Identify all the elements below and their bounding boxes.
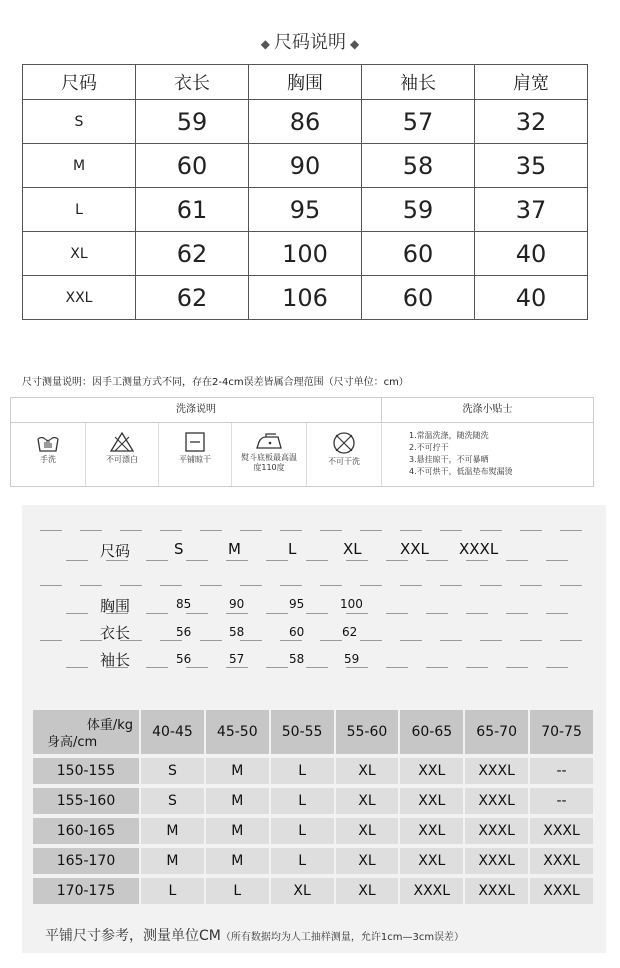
- footer-main: 平铺尺寸参考，测量单位CM: [45, 928, 221, 944]
- dry-flat-icon: [184, 431, 206, 453]
- flat-value: 56: [176, 625, 192, 639]
- flat-value: 100: [340, 597, 363, 611]
- dash-line: [360, 640, 382, 641]
- tip-item: 2.不可拧干: [409, 443, 449, 452]
- table-row: [32, 756, 594, 786]
- dash-line: [80, 530, 102, 531]
- table-cell: 61: [136, 188, 249, 232]
- table-row: [23, 100, 588, 144]
- dash-line: [66, 560, 88, 561]
- dash-line: [320, 585, 342, 586]
- dash-line: [240, 530, 262, 531]
- dash-line: [40, 585, 62, 586]
- dash-line: [266, 613, 288, 614]
- table-row: [23, 276, 588, 320]
- wash-item-dry-flat: [159, 423, 232, 486]
- table-cell: XXL: [23, 276, 136, 320]
- fit-cell: --: [529, 756, 594, 786]
- fit-cell: L: [205, 876, 270, 905]
- dash-line: [280, 530, 302, 531]
- dash-line: [466, 560, 488, 561]
- dash-line: [426, 560, 448, 561]
- header-cell: 衣长: [136, 65, 249, 100]
- height-cell: 155-160: [32, 786, 140, 816]
- flat-row-label: 胸围: [100, 597, 131, 615]
- dash-line: [506, 613, 528, 614]
- fit-cell: XXXL: [464, 816, 529, 846]
- table-cell: 58: [362, 144, 475, 188]
- table-cell: 62: [136, 232, 249, 276]
- table-cell: 37: [475, 188, 588, 232]
- table-cell: 35: [475, 144, 588, 188]
- fit-cell: XXL: [399, 846, 464, 876]
- fit-cell: XXXL: [464, 846, 529, 876]
- dash-line: [400, 585, 422, 586]
- weight-header: 60-65: [399, 709, 464, 756]
- dash-line: [386, 560, 408, 561]
- dash-line: [546, 560, 568, 561]
- dash-line: [466, 613, 488, 614]
- dash-line: [186, 613, 208, 614]
- table-cell: 60: [362, 276, 475, 320]
- fit-cell: XXXL: [464, 786, 529, 816]
- flat-row-label: 袖长: [100, 651, 131, 669]
- table-cell: 59: [362, 188, 475, 232]
- flat-size: XL: [343, 540, 362, 558]
- dash-line: [200, 640, 222, 641]
- dash-line: [146, 613, 168, 614]
- fit-cell: XL: [270, 876, 335, 905]
- fit-cell: XXL: [399, 756, 464, 786]
- dash-line: [266, 667, 288, 668]
- fit-cell: XL: [335, 756, 400, 786]
- flat-value: 59: [344, 652, 360, 666]
- dash-line: [506, 667, 528, 668]
- table-cell: 106: [249, 276, 362, 320]
- height-cell: 160-165: [32, 816, 140, 846]
- table-cell: M: [23, 144, 136, 188]
- table-cell: L: [23, 188, 136, 232]
- table-cell: 100: [249, 232, 362, 276]
- dash-line: [120, 530, 142, 531]
- dash-line: [440, 585, 462, 586]
- fit-header-row: [32, 709, 594, 756]
- table-row: [32, 786, 594, 816]
- table-cell: 40: [475, 232, 588, 276]
- flat-value: 58: [229, 625, 245, 639]
- flat-value: 95: [289, 597, 305, 611]
- dash-line: [346, 613, 368, 614]
- footer-small: （所有数据均为人工抽样测量，允许1cm—3cm误差）: [220, 932, 465, 943]
- dash-line: [80, 640, 102, 641]
- dash-line: [306, 560, 328, 561]
- fit-cell: XXXL: [399, 876, 464, 905]
- dash-line: [440, 640, 462, 641]
- table-cell: 95: [249, 188, 362, 232]
- flat-value: 62: [342, 625, 358, 639]
- table-cell: XL: [23, 232, 136, 276]
- wash-item-iron: [232, 423, 307, 486]
- measure-note: 尺寸测量说明：因手工测量方式不同，存在2-4cm误差皆属合理范围（尺寸单位：cm）: [22, 377, 409, 388]
- weight-header: 65-70: [464, 709, 529, 756]
- fit-cell: S: [140, 786, 205, 816]
- diamond-icon: ◆: [260, 37, 270, 51]
- table-cell: 32: [475, 100, 588, 144]
- weight-header: 70-75: [529, 709, 594, 756]
- header-cell: 袖长: [362, 65, 475, 100]
- wash-label: 不可干洗: [328, 457, 360, 466]
- dash-line: [386, 613, 408, 614]
- tip-item: 1.常温洗涤，随洗随洗: [409, 431, 489, 440]
- flat-size-label: 尺码: [100, 542, 131, 560]
- dash-line: [400, 640, 422, 641]
- fit-cell: L: [270, 846, 335, 876]
- wash-label: 手洗: [40, 455, 56, 464]
- fit-cell: M: [140, 846, 205, 876]
- dash-line: [560, 640, 582, 641]
- dash-line: [186, 667, 208, 668]
- dash-line: [520, 530, 542, 531]
- dash-line: [480, 585, 502, 586]
- weight-header: 55-60: [335, 709, 400, 756]
- dash-line: [520, 640, 542, 641]
- dash-line: [346, 667, 368, 668]
- table-cell: 62: [136, 276, 249, 320]
- tip-item: 3.悬挂晾干，不可暴晒: [409, 455, 489, 464]
- footer-note: [45, 925, 464, 945]
- no-dry-clean-icon: [332, 431, 356, 455]
- size-table: [22, 64, 588, 320]
- wash-item-no-bleach: [86, 423, 159, 486]
- fit-cell: XL: [335, 786, 400, 816]
- table-cell: 60: [362, 232, 475, 276]
- fit-cell: M: [205, 846, 270, 876]
- flat-size: L: [288, 540, 297, 558]
- dash-line: [186, 560, 208, 561]
- wash-tips: [409, 430, 513, 478]
- dash-line: [160, 640, 182, 641]
- fit-cell: XXXL: [529, 816, 594, 846]
- fit-cell: XXXL: [464, 756, 529, 786]
- table-cell: 60: [136, 144, 249, 188]
- dash-line: [400, 530, 422, 531]
- fit-cell: --: [529, 786, 594, 816]
- dash-line: [266, 560, 288, 561]
- dash-line: [200, 585, 222, 586]
- dash-line: [120, 585, 142, 586]
- flat-value: 85: [176, 597, 192, 611]
- wash-label: 不可漂白: [106, 455, 138, 464]
- dash-line: [80, 585, 102, 586]
- dash-line: [240, 640, 262, 641]
- weight-header: 50-55: [270, 709, 335, 756]
- flat-value: 90: [229, 597, 245, 611]
- fit-cell: S: [140, 756, 205, 786]
- wash-panel: [10, 397, 594, 487]
- dash-line: [306, 667, 328, 668]
- dash-line: [200, 530, 222, 531]
- dash-line: [360, 530, 382, 531]
- flat-row-label: 衣长: [100, 624, 131, 642]
- flat-value: 56: [176, 652, 192, 666]
- fit-cell: XXXL: [529, 846, 594, 876]
- fit-cell: XXL: [399, 816, 464, 846]
- dash-line: [386, 667, 408, 668]
- wash-label: 熨斗底板最高温度110度: [241, 453, 297, 472]
- dash-line: [280, 640, 302, 641]
- dash-line: [226, 613, 248, 614]
- iron-icon: [254, 431, 284, 451]
- wash-tips-header: 洗涤小贴士: [382, 398, 593, 423]
- table-row: [23, 232, 588, 276]
- flat-value: 57: [229, 652, 245, 666]
- fit-cell: XL: [335, 876, 400, 905]
- wash-label: 平铺晾干: [179, 455, 211, 464]
- dash-line: [160, 530, 182, 531]
- dash-line: [360, 585, 382, 586]
- wash-item-hand-wash: [11, 423, 86, 486]
- dash-line: [66, 667, 88, 668]
- flat-size: XXL: [400, 540, 429, 558]
- dash-line: [280, 585, 302, 586]
- flat-size: S: [174, 540, 184, 558]
- height-axis-label: 身高/cm: [47, 735, 98, 750]
- header-cell: 胸围: [249, 65, 362, 100]
- flat-value: 58: [289, 652, 305, 666]
- wash-item-no-dry-clean: [307, 423, 382, 486]
- height-cell: 150-155: [32, 756, 140, 786]
- fit-cell: M: [205, 756, 270, 786]
- weight-header: 45-50: [205, 709, 270, 756]
- fit-cell: L: [270, 786, 335, 816]
- header-cell: 尺码: [23, 65, 136, 100]
- table-row: [23, 188, 588, 232]
- fit-cell: XXL: [399, 786, 464, 816]
- dash-line: [426, 613, 448, 614]
- table-cell: 40: [475, 276, 588, 320]
- dash-line: [306, 613, 328, 614]
- header-cell: 肩宽: [475, 65, 588, 100]
- fit-cell: L: [270, 756, 335, 786]
- fit-cell: M: [140, 816, 205, 846]
- dash-line: [40, 640, 62, 641]
- title-text: 尺码说明: [274, 32, 346, 53]
- weight-header: 40-45: [140, 709, 205, 756]
- dash-line: [466, 667, 488, 668]
- dash-line: [320, 640, 342, 641]
- fit-cell: M: [205, 786, 270, 816]
- fit-corner-cell: [32, 709, 140, 756]
- dash-line: [480, 640, 502, 641]
- wash-header: 洗涤说明: [11, 398, 382, 423]
- dash-line: [226, 560, 248, 561]
- dash-line: [546, 613, 568, 614]
- dash-line: [66, 613, 88, 614]
- table-cell: S: [23, 100, 136, 144]
- table-cell: 86: [249, 100, 362, 144]
- dash-line: [226, 667, 248, 668]
- fit-cell: XL: [335, 846, 400, 876]
- dash-line: [346, 560, 368, 561]
- dash-line: [440, 530, 462, 531]
- dash-line: [146, 667, 168, 668]
- hand-wash-icon: [36, 431, 60, 453]
- fit-cell: XXXL: [464, 876, 529, 905]
- fit-cell: XXXL: [529, 876, 594, 905]
- no-bleach-icon: [109, 431, 135, 453]
- table-cell: 59: [136, 100, 249, 144]
- table-row: [32, 816, 594, 846]
- dash-line: [40, 530, 62, 531]
- dash-line: [240, 585, 262, 586]
- fit-cell: L: [270, 816, 335, 846]
- table-row: [32, 876, 594, 905]
- dash-line: [146, 560, 168, 561]
- tip-item: 4.不可烘干，低温垫布熨漏烫: [409, 467, 513, 476]
- weight-axis-label: 体重/kg: [86, 718, 133, 733]
- height-cell: 165-170: [32, 846, 140, 876]
- fit-cell: M: [205, 816, 270, 846]
- dash-line: [506, 560, 528, 561]
- dash-line: [320, 530, 342, 531]
- flat-size: M: [228, 540, 241, 558]
- table-row: [32, 846, 594, 876]
- fit-cell: L: [140, 876, 205, 905]
- dash-line: [560, 530, 582, 531]
- diamond-icon: ◆: [350, 37, 360, 51]
- table-cell: 90: [249, 144, 362, 188]
- dash-line: [560, 585, 582, 586]
- flat-value: 60: [289, 625, 305, 639]
- table-header-row: [23, 65, 588, 100]
- dash-line: [480, 530, 502, 531]
- dash-line: [160, 585, 182, 586]
- dash-line: [520, 585, 542, 586]
- fit-table: [31, 708, 595, 906]
- dash-line: [426, 667, 448, 668]
- dash-line: [546, 667, 568, 668]
- fit-cell: XL: [335, 816, 400, 846]
- table-cell: 57: [362, 100, 475, 144]
- table-row: [23, 144, 588, 188]
- page-title: [0, 28, 620, 54]
- flat-size: XXXL: [459, 540, 499, 558]
- height-cell: 170-175: [32, 876, 140, 905]
